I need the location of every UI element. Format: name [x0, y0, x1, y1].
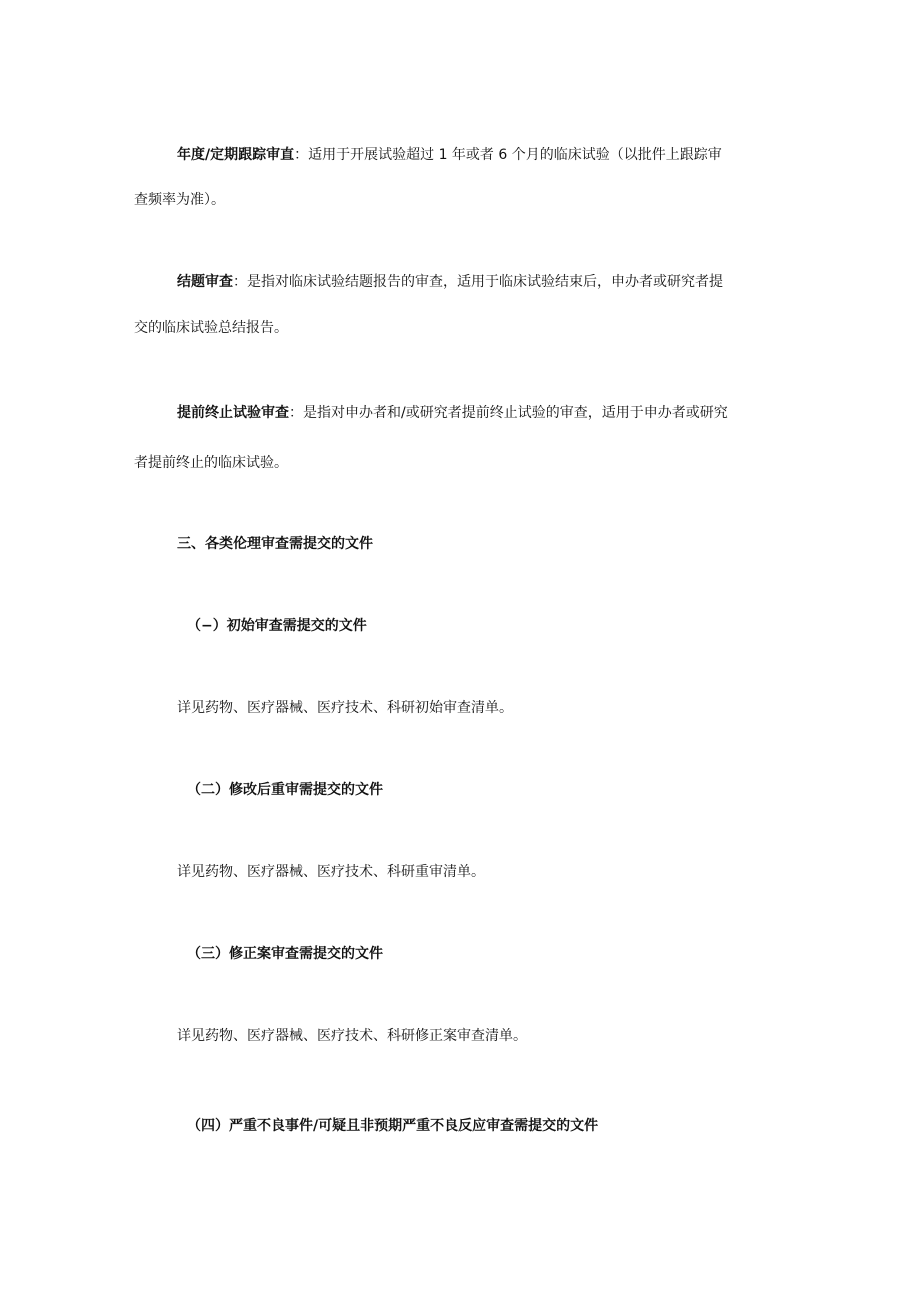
subsection-heading: （−）初始审查需提交的文件: [187, 618, 367, 634]
paragraph-closure-review-line2: 交的临床试验总结报告。: [134, 320, 288, 336]
paragraph-early-termination-line1: [177, 403, 728, 423]
subsection-heading: （二）修改后重审需提交的文件: [187, 782, 383, 798]
paragraph-text: 适用于开展试验超过 1 年或者 6 个月的临床试验（以批件上跟踪审: [308, 147, 722, 163]
paragraph-text: 是指对申办者和/或研究者提前终止试验的审查，适用于申办者或研究: [303, 405, 728, 421]
paragraph-early-termination-line2: 者提前终止的临床试验。: [134, 455, 288, 471]
subsection-heading: （四）严重不良事件/可疑且非预期严重不良反应审查需提交的文件: [187, 1118, 599, 1134]
term-annual-review: 年度/定期跟踪审直: [177, 147, 295, 163]
term-separator: ：: [233, 274, 247, 290]
section-heading: 三、各类伦理审查需提交的文件: [177, 536, 373, 552]
paragraph-annual-review-line1: [177, 145, 722, 165]
paragraph-annual-review-line2: 查频率为准）。: [134, 192, 225, 208]
subsection-body: 详见药物、医疗器械、医疗技术、科研重审清单。: [177, 864, 485, 880]
term-separator: ：: [294, 147, 309, 163]
paragraph-closure-review-line1: [177, 272, 723, 292]
subsection-heading: （三）修正案审查需提交的文件: [187, 946, 383, 962]
subsection-body: 详见药物、医疗器械、医疗技术、科研修正案审查清单。: [177, 1028, 527, 1044]
term-separator: ：: [289, 405, 303, 421]
subsection-body: 详见药物、医疗器械、医疗技术、科研初始审查清单。: [177, 700, 513, 716]
term-closure-review: 结题审查: [177, 274, 233, 290]
term-early-termination: 提前终止试验审查: [177, 405, 289, 421]
paragraph-text: 是指对临床试验结题报告的审查，适用于临床试验结束后，申办者或研究者提: [247, 274, 723, 290]
